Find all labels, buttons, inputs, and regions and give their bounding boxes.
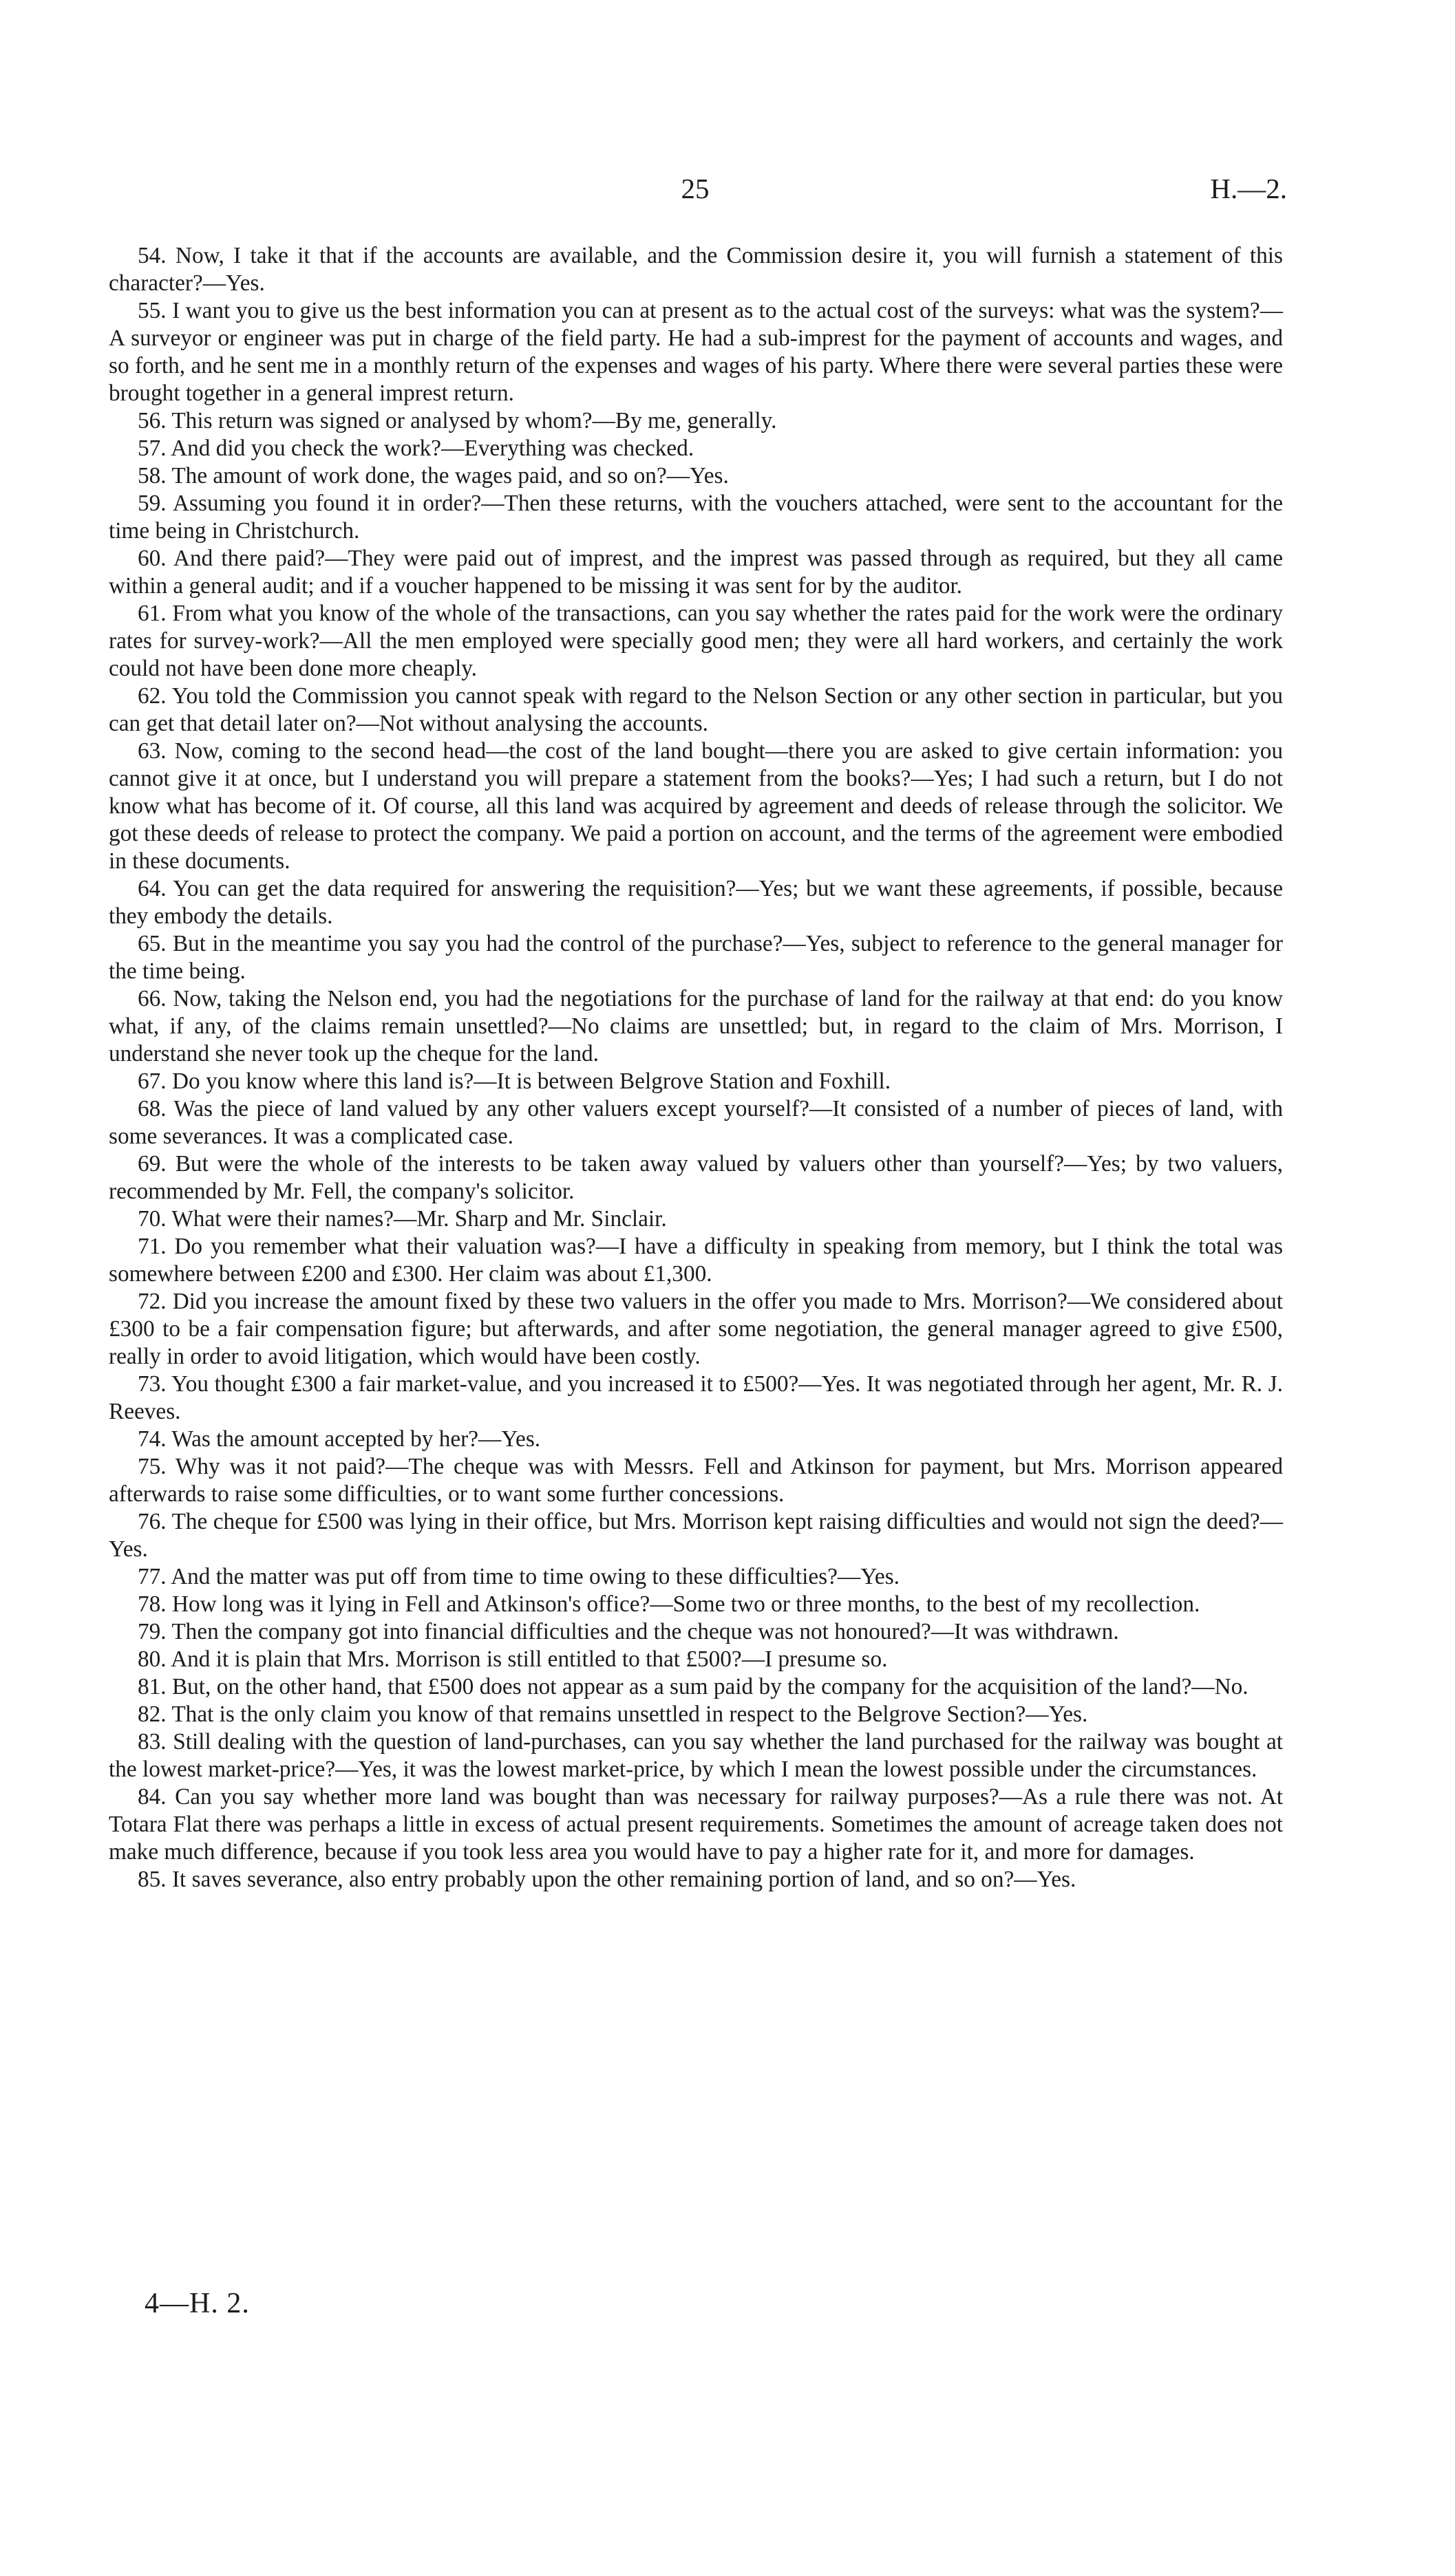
paragraph-56: 56. This return was signed or analysed by whom?—By me, generally. bbox=[138, 408, 777, 433]
paragraph-72: 72. Did you increase the amount fixed by these two valuers in the offer you made to Mrs. Morrison?—We considered about £300 to be a fair compensation figure; but afterwards, and after some negotiation, the general manager agreed to give £500, really in order to avoid litigation, which would have been costly. bbox=[109, 1289, 1283, 1369]
paper-code: H.—2. bbox=[1210, 173, 1287, 204]
paragraph-76: 76. The cheque for £500 was lying in their office, but Mrs. Morrison kept raising difficulties and would not sign the deed?—Yes. bbox=[109, 1509, 1283, 1562]
paragraph-84: 84. Can you say whether more land was bought than was necessary for railway purposes?—As a rule there was not. At Totara Flat there was perhaps a little in excess of actual present requirements. Sometimes the amount of acreage taken does not make much difference, because if you took less area you would have to pay a higher rate for it, and more for damages. bbox=[109, 1784, 1283, 1865]
paragraph-57: 57. And did you check the work?—Everything was checked. bbox=[138, 436, 694, 461]
paragraph-70: 70. What were their names?—Mr. Sharp and Mr. Sinclair. bbox=[138, 1206, 667, 1232]
paragraph-74: 74. Was the amount accepted by her?—Yes. bbox=[138, 1426, 541, 1452]
paragraph-58: 58. The amount of work done, the wages paid, and so on?—Yes. bbox=[138, 463, 729, 489]
paragraph-59: 59. Assuming you found it in order?—Then these returns, with the vouchers attached, were sent to the accountant for the time being in Christchurch. bbox=[109, 491, 1283, 544]
paragraph-73: 73. You thought £300 a fair market-value, and you increased it to £500?—Yes. It was negotiated through her agent, Mr. R. J. Reeves. bbox=[109, 1371, 1283, 1424]
paragraph-60: 60. And there paid?—They were paid out of imprest, and the imprest was passed through as required, but they all came within a general audit; and if a voucher happened to be missing it was sent for by the auditor. bbox=[109, 546, 1283, 599]
paragraph-80: 80. And it is plain that Mrs. Morrison is still entitled to that £500?—I presume so. bbox=[138, 1646, 888, 1672]
paragraph-61: 61. From what you know of the whole of the transactions, can you say whether the rates paid for the work were the ordinary rates for survey-work?—All the men employed were specially good men; they were all hard workers, and certainly the work could not have been done more cheaply. bbox=[109, 601, 1283, 681]
paragraph-79: 79. Then the company got into financial difficulties and the cheque was not honoured?—It was withdrawn. bbox=[138, 1619, 1119, 1644]
paragraph-82: 82. That is the only claim you know of that remains unsettled in respect to the Belgrove Section?—Yes. bbox=[138, 1702, 1088, 1727]
paragraph-62: 62. You told the Commission you cannot speak with regard to the Nelson Section or any other section in particular, but you can get that detail later on?—Not without analysing the accounts. bbox=[109, 683, 1283, 736]
page-header bbox=[103, 172, 1287, 213]
paragraph-55: 55. I want you to give us the best information you can at present as to the actual cost of the surveys: what was the system?—A surveyor or engineer was put in charge of the field party. He had a sub-imprest for the payment of accounts and wages, and so forth, and he sent me in a monthly return of the expenses and wages of his party. Where there were several parties these were brought together in a general imprest return. bbox=[109, 298, 1283, 406]
paragraph-77: 77. And the matter was put off from time to time owing to these difficulties?—Yes. bbox=[138, 1564, 900, 1589]
page-number: 25 bbox=[681, 173, 710, 204]
paragraph-65: 65. But in the meantime you say you had the control of the purchase?—Yes, subject to reference to the general manager for the time being. bbox=[109, 931, 1283, 984]
paragraph-66: 66. Now, taking the Nelson end, you had the negotiations for the purchase of land for the railway at that end: do you know what, if any, of the claims remain unsettled?—No claims are unsettled; but, in regard to the claim of Mrs. Morrison, I understand she never took up the cheque for the land. bbox=[109, 986, 1283, 1066]
paragraph-63: 63. Now, coming to the second head—the cost of the land bought—there you are asked to give certain information: you cannot give it at once, but I understand you will prepare a statement from the books?—Yes; I had such a return, but I do not know what has become of it. Of course, all this land was acquired by agreement and deeds of release through the solicitor. We got these deeds of release to protect the company. We paid a portion on account, and the terms of the agreement were embodied in these documents. bbox=[109, 738, 1283, 874]
paragraph-69: 69. But were the whole of the interests to be taken away valued by valuers other than yourself?—Yes; by two valuers, recommended by Mr. Fell, the company's solicitor. bbox=[109, 1151, 1283, 1204]
paragraph-81: 81. But, on the other hand, that £500 does not appear as a sum paid by the company for the acquisition of the land?—No. bbox=[138, 1674, 1249, 1699]
paragraph-85: 85. It saves severance, also entry probably upon the other remaining portion of land, and so on?—Yes. bbox=[138, 1867, 1076, 1892]
paragraph-78: 78. How long was it lying in Fell and Atkinson's office?—Some two or three months, to the best of my recollection. bbox=[138, 1591, 1200, 1617]
paragraph-68: 68. Was the piece of land valued by any other valuers except yourself?—It consisted of a number of pieces of land, with some severances. It was a complicated case. bbox=[109, 1096, 1283, 1149]
testimony-body bbox=[109, 242, 1283, 1893]
paragraph-71: 71. Do you remember what their valuation was?—I have a difficulty in speaking from memory, but I think the total was somewhere between £200 and £300. Her claim was about £1,300. bbox=[109, 1234, 1283, 1287]
paragraph-54: 54. Now, I take it that if the accounts are available, and the Commission desire it, you will furnish a statement of this character?—Yes. bbox=[109, 243, 1283, 296]
paragraph-67: 67. Do you know where this land is?—It is between Belgrove Station and Foxhill. bbox=[138, 1069, 891, 1094]
paragraph-64: 64. You can get the data required for answering the requisition?—Yes; but we want these agreements, if possible, because they embody the details. bbox=[109, 876, 1283, 929]
paragraph-83: 83. Still dealing with the question of land-purchases, can you say whether the land purchased for the railway was bought at the lowest market-price?—Yes, it was the lowest market-price, by which I mean the lowest possible under the circumstances. bbox=[109, 1729, 1283, 1782]
paragraph-75: 75. Why was it not paid?—The cheque was with Messrs. Fell and Atkinson for payment, but Mrs. Morrison appeared afterwards to raise some difficulties, or to want some further concessions. bbox=[109, 1454, 1283, 1507]
signature-mark: 4—H. 2. bbox=[145, 2288, 250, 2319]
